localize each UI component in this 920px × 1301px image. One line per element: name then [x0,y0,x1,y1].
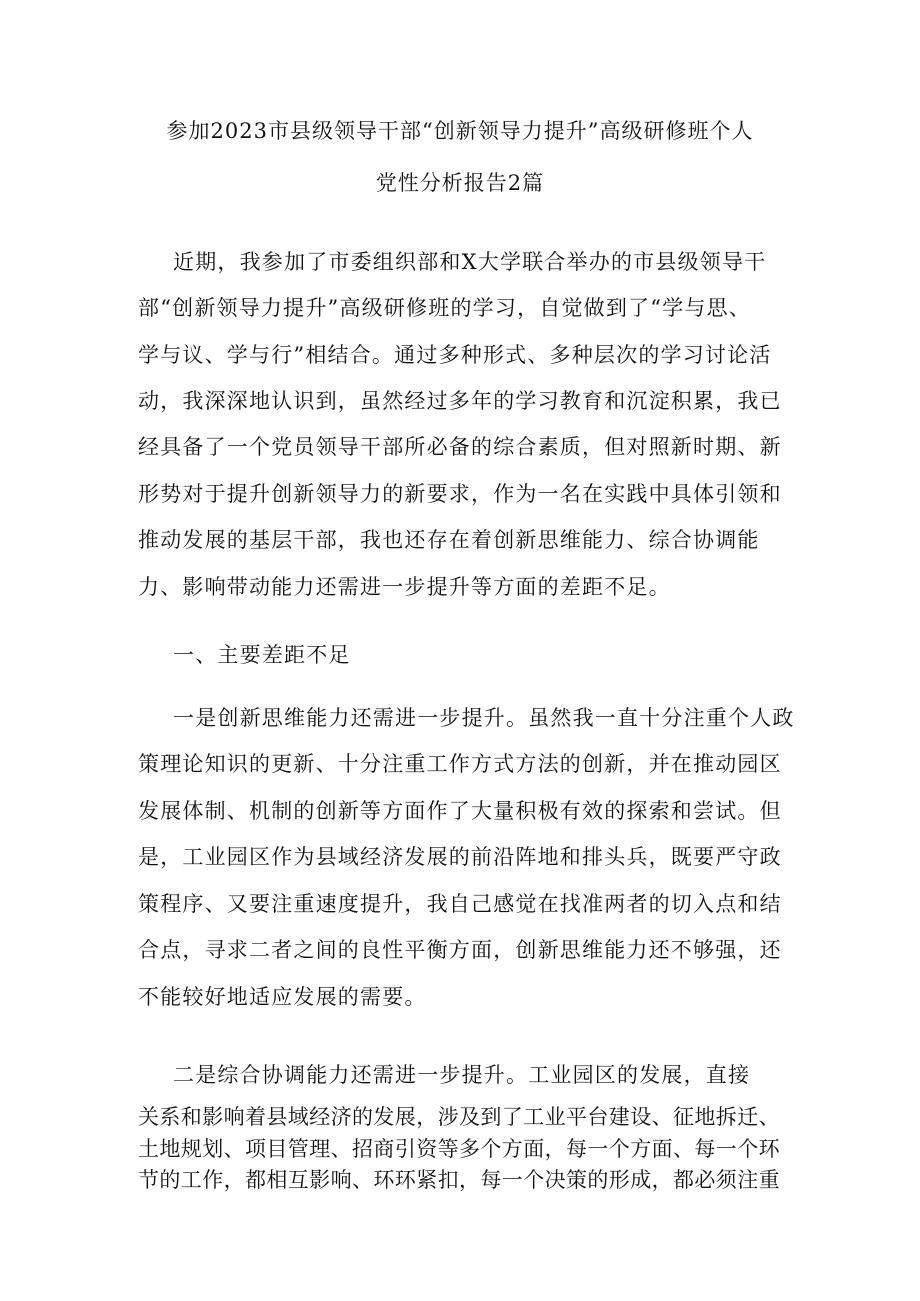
document-title-line-2: 党性分析报告2篇 [375,171,545,195]
intro-line: 近期，我参加了市委组织部和X大学联合举办的市县级领导干 [173,250,767,274]
paragraph-line: 土地规划、项目管理、招商引资等多个方面，每一个方面、每一个环 [138,1137,780,1161]
intro-line: 部“创新领导力提升”高级研修班的学习，自觉做到了“学与思、 [138,296,752,320]
paragraph-line: 发展体制、机制的创新等方面作了大量积极有效的探索和尝试。但 [138,799,782,823]
paragraph-line: 策理论知识的更新、十分注重工作方式方法的创新，并在推动园区 [138,752,782,776]
paragraph-line: 是，工业园区作为县域经济发展的前沿阵地和排头兵，既要严守政 [138,845,782,869]
paragraph-line: 合点，寻求二者之间的良性平衡方面，创新思维能力还不够强，还 [138,938,782,962]
intro-line: 力、影响带动能力还需进一步提升等方面的差距不足。 [138,575,671,599]
paragraph-line: 关系和影响着县域经济的发展，涉及到了工业平台建设、征地拆迁、 [138,1105,780,1129]
intro-line: 动，我深深地认识到，虽然经过多年的学习教育和沉淀积累，我已 [138,389,782,413]
document-title-line-1: 参加2023市县级领导干部“创新领导力提升”高级研修班个人 [166,119,754,143]
paragraph-line: 一是创新思维能力还需进一步提升。虽然我一直十分注重个人政 [173,706,795,730]
intro-line: 经具备了一个党员领导干部所必备的综合素质，但对照新时期、新 [138,435,782,459]
intro-line: 形势对于提升创新领导力的新要求，作为一名在实践中具体引领和 [138,482,782,506]
paragraph-line: 策程序、又要注重速度提升，我自己感觉在找准两者的切入点和结 [138,892,782,916]
intro-line: 推动发展的基层干部，我也还存在着创新思维能力、综合协调能 [138,528,760,552]
intro-line: 学与议、学与行”相结合。通过多种形式、多种层次的学习讨论活 [138,343,772,367]
paragraph-line: 不能较好地适应发展的需要。 [138,985,427,1009]
paragraph-line: 二是综合协调能力还需进一步提升。工业园区的发展，直接 [173,1063,751,1087]
section-heading: 一、主要差距不足 [173,643,351,667]
paragraph-line: 节的工作，都相互影响、环环紧扣，每一个决策的形成，都必须注重 [138,1168,780,1192]
